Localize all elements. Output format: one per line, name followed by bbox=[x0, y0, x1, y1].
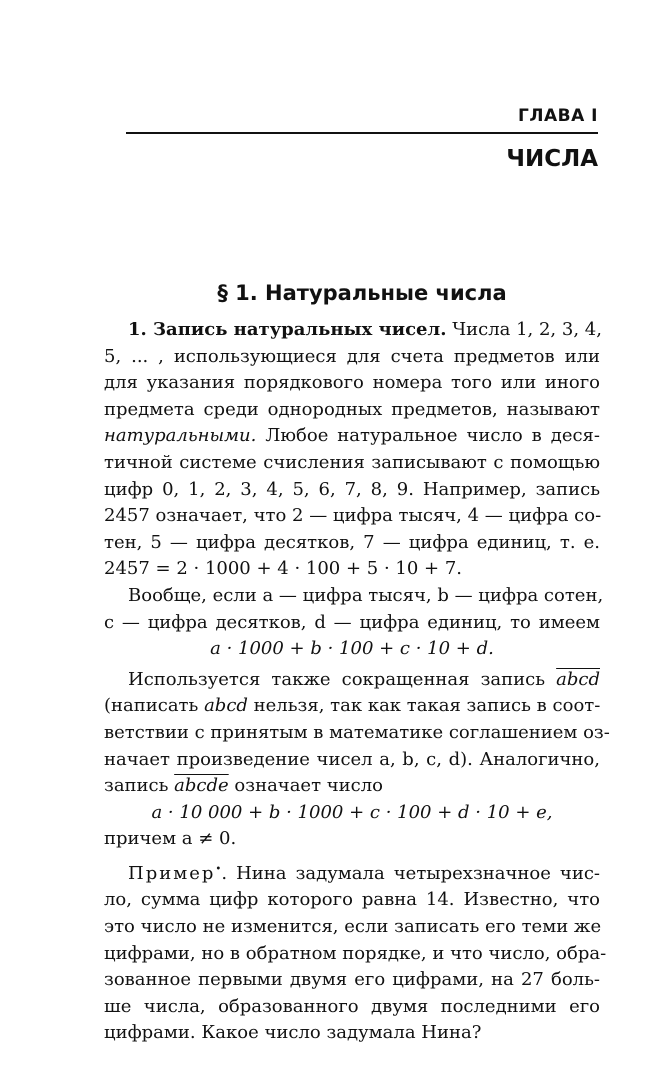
p2-line-1: Вообще, если a — цифра тысяч, b — цифра сотен, bbox=[128, 584, 604, 606]
p1-line-2: 5, ... , использующиеся для счета предметов или bbox=[104, 345, 600, 367]
p1-line-1-text: Числа 1, 2, 3, 4, bbox=[452, 319, 602, 340]
p1-line-7: цифр 0, 1, 2, 3, 4, 5, 6, 7, 8, 9. Например, запись bbox=[104, 478, 600, 500]
example-label: Пример bbox=[128, 862, 216, 884]
body-text bbox=[104, 317, 610, 1047]
example-line-4: цифрами, но в обратном порядке, и что число, обра- bbox=[104, 942, 607, 964]
p3-line-5-a: запись bbox=[104, 775, 169, 797]
p1-line-6: тичной системе счисления записывают с помощью bbox=[104, 451, 600, 473]
p3-line-4: начает произведение чисел a, b, c, d). Аналогично, bbox=[104, 748, 600, 770]
p1-line-5 bbox=[104, 423, 600, 450]
example-line-2: ло, сумма цифр которого равна 14. Известно, что bbox=[104, 889, 600, 911]
p3-line-5 bbox=[104, 773, 600, 800]
p2-line-2: c — цифра десятков, d — цифра единиц, то имеем bbox=[104, 611, 600, 633]
p3-line-2-b: нельзя, так как такая запись в соот- bbox=[253, 695, 601, 717]
notation-abcde: abcde bbox=[174, 775, 229, 797]
section-title: § 1. Натуральные числа bbox=[217, 281, 507, 305]
example-line-7: цифрами. Какое число задумала Нина? bbox=[104, 1022, 482, 1044]
chapter-title: ЧИСЛА bbox=[506, 146, 598, 172]
p3-line-3: ветствии с принятым в математике соглашением оз- bbox=[104, 721, 610, 743]
p1-line-9: тен, 5 — цифра десятков, 7 — цифра единиц, т. е. bbox=[104, 531, 600, 553]
example-line-3: это число не изменится, если записать его теми же bbox=[104, 916, 602, 938]
chapter-label: ГЛАВА I bbox=[126, 106, 598, 134]
p3-line-2 bbox=[104, 693, 600, 720]
p3-formula: a · 10 000 + b · 1000 + c · 100 + d · 10 + e, bbox=[151, 801, 553, 823]
p3-line-2-a: (написать bbox=[104, 695, 199, 717]
p1-line-3: для указания порядкового номера того или иного bbox=[104, 372, 600, 394]
p1-heading: 1. Запись натуральных чисел. bbox=[128, 319, 447, 340]
notation-abcd: abcd bbox=[556, 668, 600, 690]
example-mark: • bbox=[215, 863, 222, 875]
example-line-1-text: . Нина задумала четырехзначное чис- bbox=[221, 862, 600, 884]
example-line-1 bbox=[104, 857, 600, 888]
p1-line-1 bbox=[104, 317, 600, 344]
term-natural: натуральными. bbox=[104, 425, 257, 447]
p1-line-8: 2457 означает, что 2 — цифра тысяч, 4 — цифра со- bbox=[104, 505, 602, 527]
p3-word-abcd: abcd bbox=[204, 695, 248, 717]
example-line-5: зованное первыми двумя его цифрами, на 27 боль- bbox=[104, 969, 600, 991]
example-line-6: ше числа, образованного двумя последними его bbox=[104, 995, 600, 1017]
p1-line-5-text: Любое натуральное число в деся- bbox=[265, 425, 600, 447]
p1-line-10: 2457 = 2 · 1000 + 4 · 100 + 5 · 10 + 7. bbox=[104, 558, 463, 580]
p3-line-1-text: Используется также сокращенная запись bbox=[128, 668, 546, 690]
p2-formula: a · 1000 + b · 100 + c · 10 + d. bbox=[210, 638, 494, 660]
p3-line-5-b: означает число bbox=[234, 775, 384, 797]
p3-line-1 bbox=[104, 667, 600, 694]
p3-line-6: причем a ≠ 0. bbox=[104, 828, 237, 850]
p1-line-4: предмета среди однородных предметов, называют bbox=[104, 398, 600, 420]
